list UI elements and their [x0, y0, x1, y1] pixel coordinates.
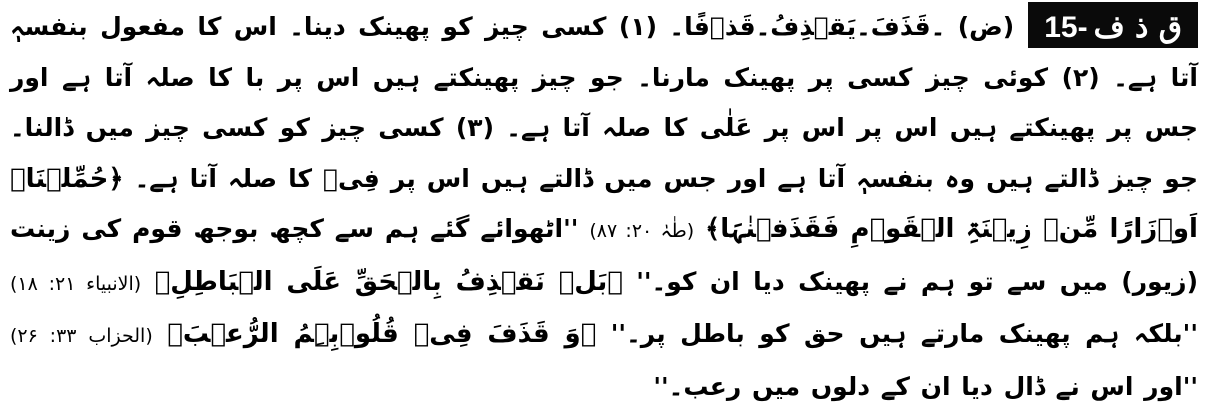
- verse-reference: (الانبیاء ۲۱: ۱۸): [10, 272, 142, 295]
- verse-translation: ''بلکہ ہم پھینک مارتے ہیں حق کو باطل پر۔'': [610, 319, 1198, 348]
- verse-reference: (طٰہٰ ۲۰: ۸۷): [589, 220, 695, 242]
- quran-verse: ﴿بَلۡ نَقۡذِفُ بِالۡحَقِّ عَلَی الۡبَاطِلِ﴾: [154, 266, 623, 297]
- meaning-3: (۳) کسی چیز کو کسی چیز میں ڈالنا۔ جو چیز ڈالتے ہیں وہ بنفسہٖ آتا ہے اور جس میں ڈالتے ہیں اس پر فِیۡ کا صلہ آتا ہے۔: [10, 113, 1198, 193]
- verb-forms: ۔قَذَفَ۔یَقۡذِفُ۔قَذۡفًا۔: [669, 12, 946, 41]
- meaning-2: (۲) کوئی چیز کسی پر پھینک مارنا۔ جو چیز پھینکتے ہیں اس پر با کا صلہ آتا ہے اور جس پر پھینکتے ہیں اس پر اس پر عَلٰی کا صلہ آتا ہے۔: [10, 62, 1198, 142]
- entry-root: ق ذ ف: [1093, 11, 1182, 44]
- verse-translation: ''اٹھوائے گئے ہم سے کچھ بوجھ قوم کی زینت (زیور) میں سے تو ہم نے پھینک دیا ان کو۔'': [10, 214, 1198, 296]
- dictionary-entry: [10, 2, 1198, 412]
- verse-reference: (الحزاب ۳۳: ۲۶): [10, 325, 153, 347]
- entry-number: 15-: [1044, 11, 1088, 44]
- quran-verse: ﴿حُمِّلۡنَاۤ اَوۡزَارًا مِّنۡ زِیۡنَۃِ الۡقَوۡمِ فَقَذَفۡنٰہَا﴾: [10, 163, 1198, 244]
- verse-translation: ''اور اس نے ڈال دیا ان کے دلوں میں رعب۔'': [653, 371, 1198, 401]
- entry-badge: [1028, 2, 1198, 48]
- quran-verse: ﴿وَ قَذَفَ فِیۡ قُلُوۡبِہِمُ الرُّعۡبَ﴾: [167, 319, 597, 349]
- meaning-1: (۱) کسی چیز کو پھینک دینا۔ اس کا مفعول بنفسہٖ آتا ہے۔: [10, 12, 1198, 92]
- grammar-class: (ض): [957, 12, 1015, 41]
